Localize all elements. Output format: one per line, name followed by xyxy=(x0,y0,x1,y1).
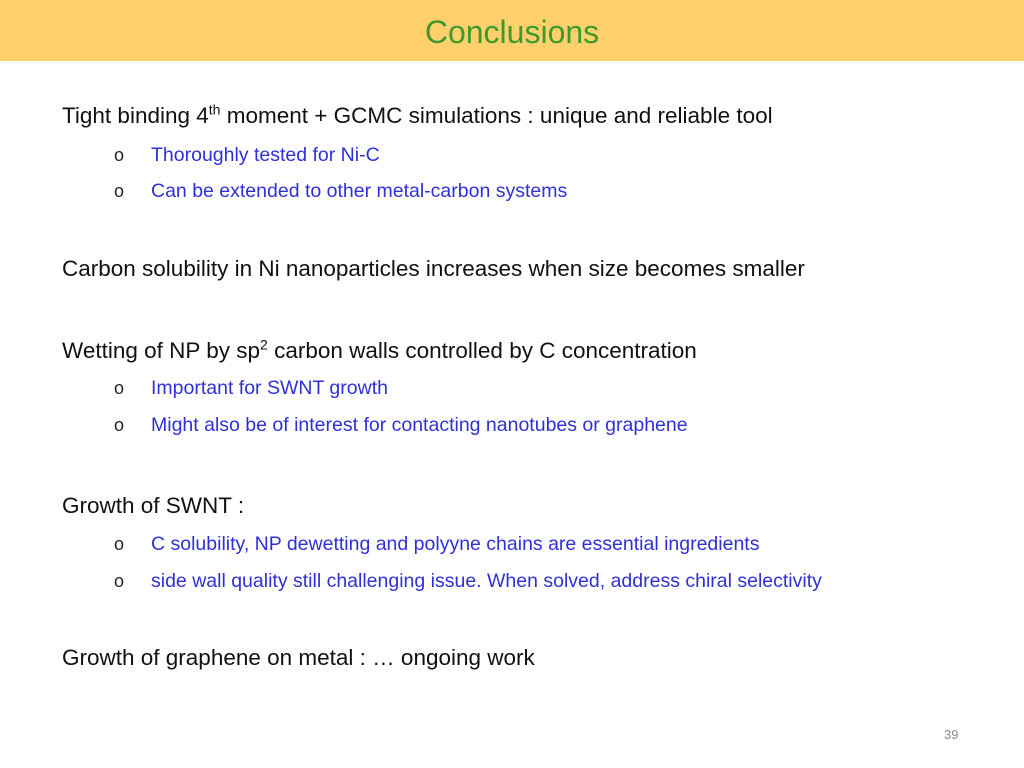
sub-point-text: Thoroughly tested for Ni-C xyxy=(151,144,380,166)
sub-point-4-2 xyxy=(114,572,822,592)
sub-point-1-2 xyxy=(114,182,567,202)
sub-point-1-1 xyxy=(114,146,380,166)
circle-bullet-icon: o xyxy=(114,415,125,435)
conclusion-point-3 xyxy=(62,336,697,363)
conclusion-point-2 xyxy=(62,258,805,281)
sub-point-text: Can be extended to other metal-carbon systems xyxy=(151,180,568,202)
point-5-text: Growth of graphene on metal : … ongoing work xyxy=(62,645,535,670)
sub-point-4-1 xyxy=(114,535,759,555)
point-2-text: Carbon solubility in Ni nanoparticles increases when size becomes smaller xyxy=(62,256,805,281)
circle-bullet-icon: o xyxy=(114,145,125,165)
point-3-text-start: Wetting of NP by sp xyxy=(62,338,261,363)
circle-bullet-icon: o xyxy=(114,534,125,554)
point-4-text: Growth of SWNT : xyxy=(62,493,245,518)
slide-number: 39 xyxy=(944,727,959,742)
point-1-text-start: Tight binding 4 xyxy=(62,103,209,128)
point-1-text-end: moment + GCMC simulations : unique and reliable tool xyxy=(220,103,773,128)
conclusion-point-4 xyxy=(62,495,244,518)
circle-bullet-icon: o xyxy=(114,181,125,201)
sub-point-text: Might also be of interest for contacting nanotubes or graphene xyxy=(151,414,688,436)
title-bar xyxy=(0,0,1024,61)
sub-point-3-1 xyxy=(114,379,388,399)
sub-point-3-2 xyxy=(114,416,688,436)
slide-title: Conclusions xyxy=(424,13,600,50)
sub-point-text: side wall quality still challenging issue. When solved, address chiral selectivity xyxy=(151,570,822,592)
conclusion-point-1 xyxy=(62,101,773,128)
sub-point-text: Important for SWNT growth xyxy=(151,377,388,399)
sub-point-text: C solubility, NP dewetting and polyyne chains are essential ingredients xyxy=(151,533,760,555)
point-3-text-end: carbon walls controlled by C concentration xyxy=(267,338,697,363)
point-3-superscript: 2 xyxy=(260,336,268,353)
conclusion-point-5 xyxy=(62,647,535,670)
circle-bullet-icon: o xyxy=(114,378,125,398)
circle-bullet-icon: o xyxy=(114,571,125,591)
point-1-superscript: th xyxy=(208,101,221,118)
